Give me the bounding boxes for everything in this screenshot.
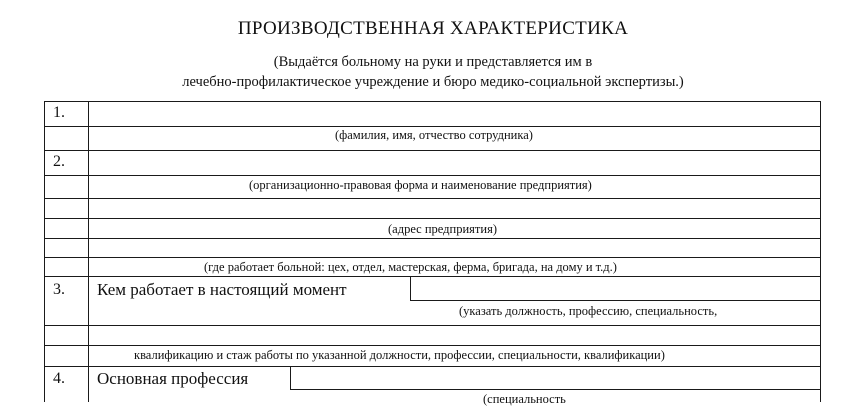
- main-profession-label: Основная профессия: [97, 369, 249, 388]
- row-divider: [44, 175, 821, 176]
- row-divider: [44, 126, 821, 127]
- subtitle-line-2: лечебно-профилактическое учреждение и бюро медико-социальной экспертизы.): [182, 74, 684, 90]
- organization-name-field[interactable]: [90, 151, 819, 174]
- current-position-field[interactable]: [412, 277, 819, 299]
- workplace-hint: (где работает больной: цех, отдел, мастерская, ферма, бригада, на дому и т.д.): [204, 260, 617, 274]
- main-profession-hint: (специальность: [483, 392, 566, 406]
- document-title: ПРОИЗВОДСТВЕННАЯ ХАРАКТЕРИСТИКА: [237, 18, 629, 39]
- row-divider: [44, 218, 821, 219]
- row-number-2: 2.: [53, 153, 65, 170]
- row4-input-underline: [290, 389, 821, 390]
- employee-name-hint: (фамилия, имя, отчество сотрудника): [335, 128, 533, 142]
- row-number-1: 1.: [53, 104, 65, 121]
- row-divider: [44, 257, 821, 258]
- organization-address-field[interactable]: [90, 199, 819, 217]
- table-right-border: [820, 101, 821, 402]
- current-position-hint-1: (указать должность, профессию, специальность,: [459, 304, 718, 318]
- row4-label-divider: [290, 366, 291, 390]
- number-column-divider: [88, 101, 89, 402]
- row3-input-underline: [410, 300, 821, 301]
- organization-hint: (организационно-правовая форма и наименование предприятия): [249, 178, 592, 192]
- employee-name-field[interactable]: [90, 102, 819, 125]
- row-divider: [44, 345, 821, 346]
- address-hint: (адрес предприятия): [388, 222, 497, 236]
- workplace-field[interactable]: [90, 239, 819, 256]
- row-number-4: 4.: [53, 370, 65, 387]
- table-left-border: [44, 101, 45, 402]
- current-position-label: Кем работает в настоящий момент: [97, 280, 347, 299]
- document-subtitle: [0, 52, 866, 92]
- qualification-field[interactable]: [90, 326, 819, 344]
- current-position-hint-2: квалификацию и стаж работы по указанной должности, профессии, специальности, квалификации): [134, 348, 665, 362]
- row3-label-divider: [410, 276, 411, 301]
- row-number-3: 3.: [53, 281, 65, 298]
- subtitle-line-1: (Выдаётся больному на руки и представляется им в: [273, 54, 593, 70]
- main-profession-field[interactable]: [292, 367, 819, 388]
